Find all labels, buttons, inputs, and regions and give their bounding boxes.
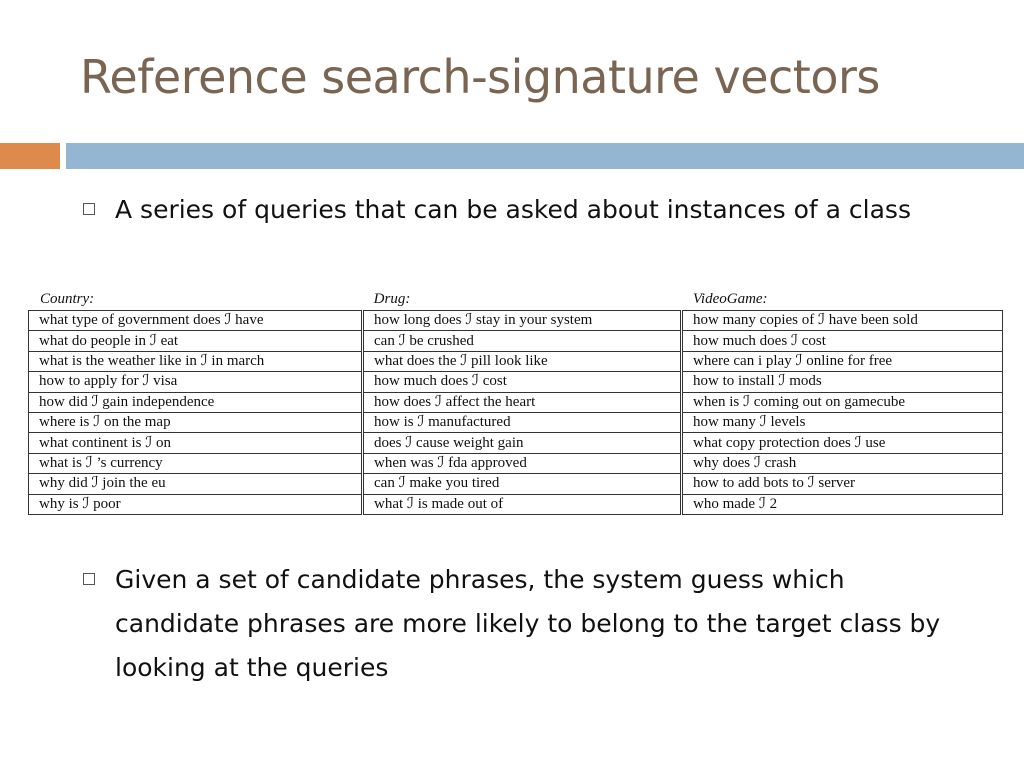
table-row xyxy=(29,392,1003,412)
accent-bar-blue xyxy=(66,143,1024,169)
accent-bar-orange xyxy=(0,143,60,169)
table-cell: how much does ℐ cost xyxy=(682,331,1003,351)
table-cell: what copy protection does ℐ use xyxy=(682,433,1003,453)
table-cell: what type of government does ℐ have xyxy=(29,311,363,331)
table-cell: how is ℐ manufactured xyxy=(363,412,682,432)
table-cell: how to apply for ℐ visa xyxy=(29,372,363,392)
table-cell: how to add bots to ℐ server xyxy=(682,474,1003,494)
header-country: Country: xyxy=(40,291,95,307)
table-cell: how long does ℐ stay in your system xyxy=(363,311,682,331)
table-cell: what do people in ℐ eat xyxy=(29,331,363,351)
slide-title: Reference search-signature vectors xyxy=(80,50,880,104)
table-cell: how much does ℐ cost xyxy=(363,372,682,392)
table-cell: how many ℐ levels xyxy=(682,412,1003,432)
table-cell: what does the ℐ pill look like xyxy=(363,351,682,371)
table-cell: how did ℐ gain independence xyxy=(29,392,363,412)
table-row xyxy=(29,494,1003,514)
table-cell: what is the weather like in ℐ in march xyxy=(29,351,363,371)
table-row xyxy=(29,311,1003,331)
table-cell: can ℐ make you tired xyxy=(363,474,682,494)
bullet-item xyxy=(83,558,975,690)
table-cell: how does ℐ affect the heart xyxy=(363,392,682,412)
table-row xyxy=(29,351,1003,371)
query-table-figure xyxy=(28,288,1002,515)
table-row xyxy=(29,474,1003,494)
bullet-text: Given a set of candidate phrases, the system guess which candidate phrases are more likely to belong to the target class by looking at the queries xyxy=(115,565,941,682)
table-headers xyxy=(28,288,1002,310)
header-drug: Drug: xyxy=(373,291,411,307)
table-row xyxy=(29,433,1003,453)
table-cell: does ℐ cause weight gain xyxy=(363,433,682,453)
table-cell: when is ℐ coming out on gamecube xyxy=(682,392,1003,412)
square-bullet-icon xyxy=(83,573,95,585)
table-cell: where is ℐ on the map xyxy=(29,412,363,432)
table-cell: how many copies of ℐ have been sold xyxy=(682,311,1003,331)
table-row xyxy=(29,453,1003,473)
table-cell: can ℐ be crushed xyxy=(363,331,682,351)
table-cell: what is ℐ ’s currency xyxy=(29,453,363,473)
bullet-item xyxy=(83,188,975,232)
table-row xyxy=(29,412,1003,432)
bullet-text: A series of queries that can be asked about instances of a class xyxy=(115,195,911,224)
table-cell: how to install ℐ mods xyxy=(682,372,1003,392)
table-cell: what ℐ is made out of xyxy=(363,494,682,514)
table-cell: where can i play ℐ online for free xyxy=(682,351,1003,371)
table-row xyxy=(29,331,1003,351)
table-cell: who made ℐ 2 xyxy=(682,494,1003,514)
table-cell: when was ℐ fda approved xyxy=(363,453,682,473)
table-row xyxy=(29,372,1003,392)
table-cell: why did ℐ join the eu xyxy=(29,474,363,494)
table-cell: why does ℐ crash xyxy=(682,453,1003,473)
table-cell: why is ℐ poor xyxy=(29,494,363,514)
query-table xyxy=(28,310,1003,515)
table-cell: what continent is ℐ on xyxy=(29,433,363,453)
header-videogame: VideoGame: xyxy=(692,291,768,307)
square-bullet-icon xyxy=(83,203,95,215)
